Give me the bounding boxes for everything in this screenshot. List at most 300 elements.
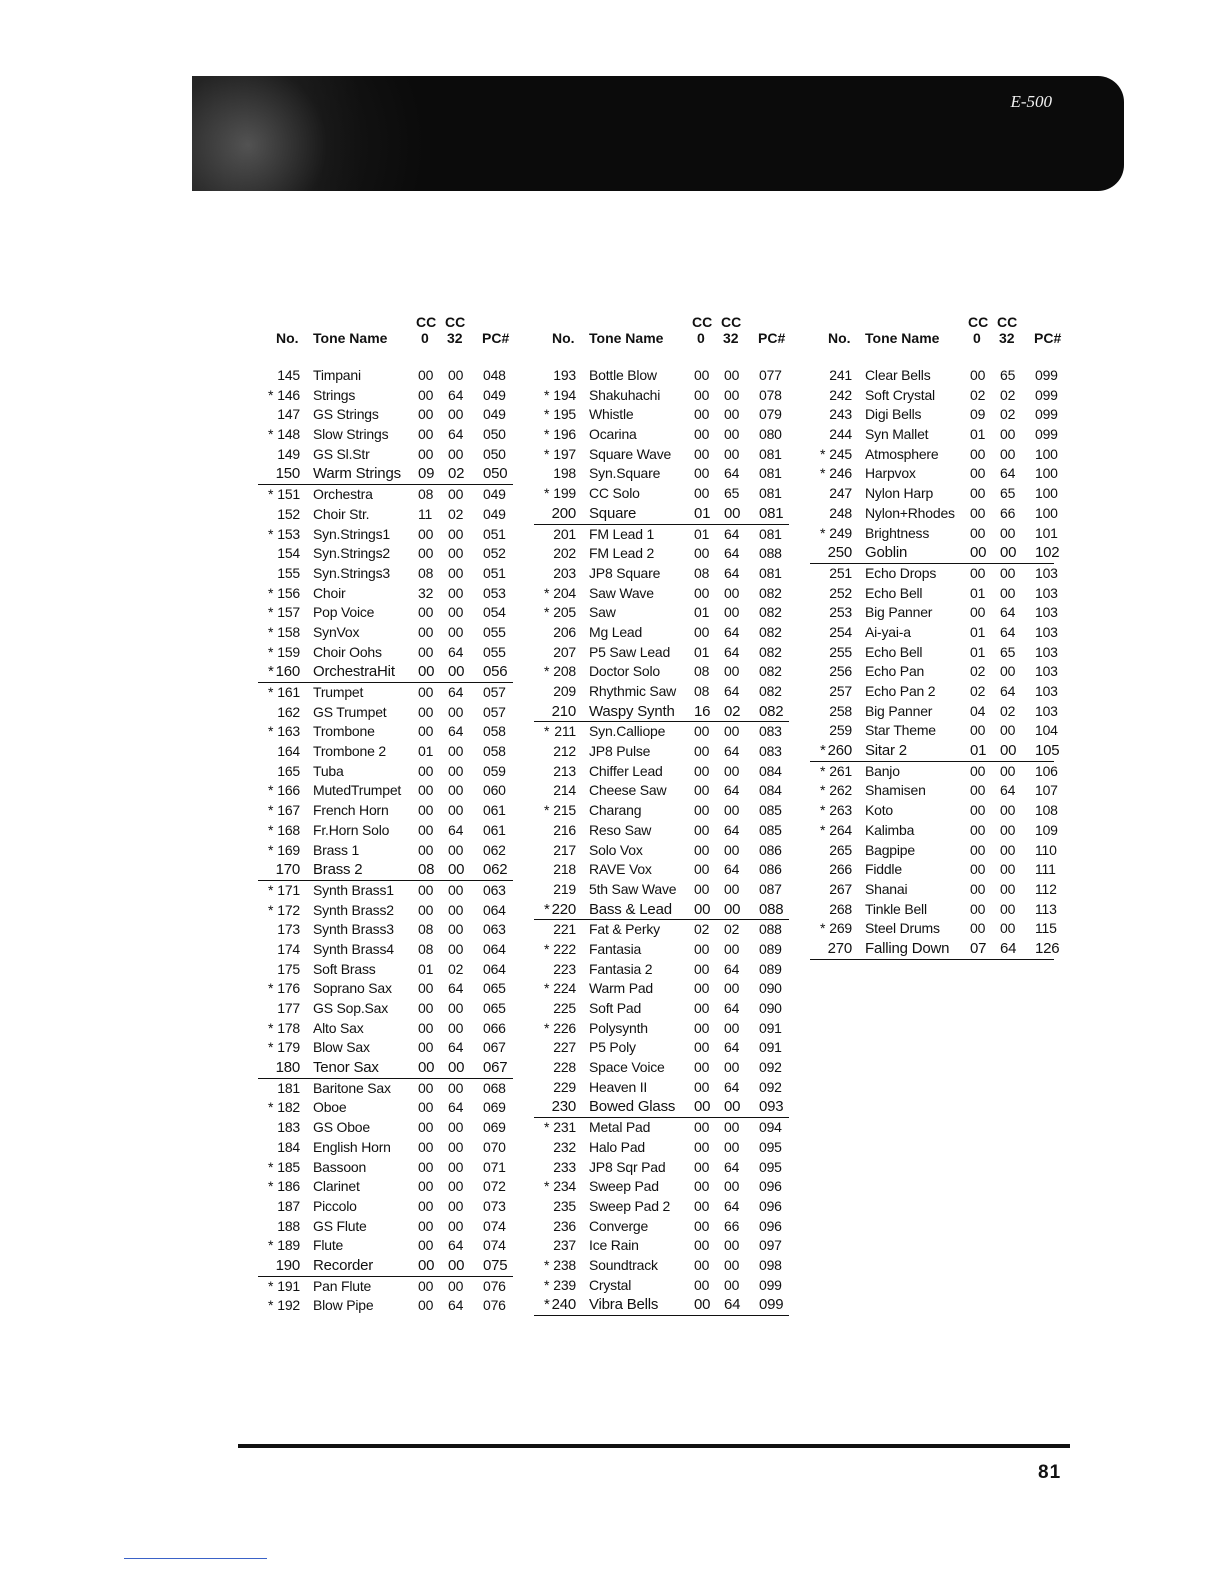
cc32-value: 00	[724, 980, 740, 997]
table-header	[534, 310, 789, 356]
table-row	[534, 722, 789, 742]
table-row	[534, 1236, 789, 1256]
tone-name: Goblin	[865, 544, 908, 562]
cc0-value: 00	[418, 841, 434, 858]
cc32-value: 64	[448, 386, 464, 403]
preset-marker: *	[544, 406, 550, 423]
cc0-value: 00	[970, 861, 986, 878]
table-row	[258, 1158, 513, 1178]
table-row	[534, 880, 789, 900]
cc0-value: 00	[418, 1059, 435, 1077]
pc-number: 074	[483, 1217, 506, 1234]
tone-number: 146	[277, 386, 300, 403]
cc0-value: 07	[970, 939, 987, 957]
table-row	[258, 742, 513, 762]
cc32-value: 00	[448, 762, 464, 779]
tone-name: Crystal	[589, 1276, 632, 1293]
cc32-value: 00	[724, 762, 740, 779]
tone-number: 207	[553, 643, 576, 660]
cc0-value: 00	[418, 1019, 434, 1036]
table-row	[534, 1078, 789, 1098]
cc32-value: 00	[448, 703, 464, 720]
cc0-value: 00	[418, 643, 434, 660]
header-pc: PC#	[1034, 330, 1062, 346]
cc0-value: 00	[418, 703, 434, 720]
preset-marker: *	[268, 782, 274, 799]
preset-marker: *	[820, 742, 826, 760]
header-cc-label: CC	[721, 314, 742, 330]
tone-number: 262	[829, 782, 852, 799]
tone-name: Mg Lead	[589, 623, 643, 640]
table-row	[534, 1118, 789, 1138]
table-row	[810, 662, 1058, 682]
tone-name: Brightness	[865, 524, 930, 541]
cc0-value: 00	[418, 684, 434, 700]
pc-number: 100	[1035, 485, 1058, 502]
tone-number: 263	[829, 802, 852, 819]
table-row	[258, 386, 513, 406]
cc0-value: 00	[970, 722, 986, 739]
tone-number: 164	[277, 743, 300, 760]
pc-number: 088	[759, 545, 782, 562]
pc-number: 065	[483, 980, 506, 997]
tone-number: 237	[553, 1237, 576, 1254]
preset-marker: *	[820, 821, 826, 838]
tone-number: 161	[277, 684, 300, 700]
tone-name: Syn Mallet	[865, 426, 929, 443]
pc-number: 103	[1035, 584, 1058, 601]
cc32-value: 00	[1000, 742, 1017, 760]
tone-name: GS Flute	[313, 1217, 367, 1234]
tone-number: 254	[829, 623, 852, 640]
table-row	[810, 939, 1060, 960]
tone-number: 259	[829, 722, 852, 739]
cc32-value: 00	[724, 663, 740, 680]
pc-number: 050	[483, 465, 508, 483]
cc0-value: 00	[694, 623, 710, 640]
tone-name: Nylon+Rhodes	[865, 504, 955, 521]
cc0-value: 01	[694, 604, 710, 621]
tone-number: 196	[553, 426, 576, 443]
table-row	[258, 1098, 513, 1118]
cc0-value: 00	[694, 1098, 711, 1116]
tone-name: Fat & Perky	[589, 921, 660, 938]
pc-number: 091	[759, 1039, 782, 1056]
table-row	[258, 1197, 513, 1217]
tone-number: 217	[553, 841, 576, 858]
cc0-value: 00	[418, 1237, 434, 1254]
header-cc32: 32	[447, 330, 463, 346]
cc32-value: 00	[1000, 802, 1016, 819]
tone-name: Trombone 2	[313, 743, 386, 760]
table-row	[534, 1138, 789, 1158]
table-row	[534, 702, 789, 723]
preset-marker: *	[268, 684, 274, 700]
pc-number: 063	[483, 921, 506, 938]
tone-name: Digi Bells	[865, 406, 922, 423]
cc32-value: 00	[724, 426, 740, 443]
pc-number: 101	[1035, 524, 1058, 541]
pc-number: 073	[483, 1197, 506, 1214]
tone-number: 208	[553, 663, 576, 680]
tone-number: 193	[553, 367, 576, 383]
table-row	[258, 683, 513, 703]
preset-marker: *	[544, 485, 550, 502]
tone-name: SynVox	[313, 623, 360, 640]
cc32-value: 64	[1000, 465, 1016, 482]
pc-number: 082	[759, 663, 782, 680]
table-row	[534, 900, 789, 921]
preset-marker: *	[268, 386, 274, 403]
tone-name: Bowed Glass	[589, 1098, 676, 1116]
preset-marker: *	[268, 802, 274, 819]
cc0-value: 00	[418, 881, 434, 898]
table-row	[534, 920, 789, 940]
pc-number: 090	[759, 980, 782, 997]
pc-number: 099	[1035, 386, 1058, 403]
tone-name: Oboe	[313, 1099, 347, 1116]
cc0-value: 00	[418, 802, 434, 819]
pc-number: 081	[759, 445, 782, 462]
cc32-value: 64	[1000, 623, 1016, 640]
pc-number: 058	[483, 743, 506, 760]
table-row	[258, 662, 513, 683]
cc0-value: 00	[418, 663, 435, 681]
cc0-value: 00	[418, 1197, 434, 1214]
tone-name: Flute	[313, 1237, 344, 1254]
pc-number: 067	[483, 1059, 508, 1077]
cc0-value: 00	[694, 821, 710, 838]
pc-number: 089	[759, 940, 782, 957]
tone-name: Clarinet	[313, 1178, 360, 1195]
preset-marker: *	[544, 584, 550, 601]
pc-number: 086	[759, 841, 782, 858]
cc32-value: 64	[1000, 939, 1017, 957]
cc32-value: 00	[448, 525, 464, 542]
tone-name: OrchestraHit	[313, 663, 395, 681]
cc0-value: 00	[694, 900, 711, 918]
tone-number: 186	[277, 1178, 300, 1195]
pc-number: 064	[483, 940, 506, 957]
cc0-value: 00	[694, 1296, 711, 1314]
cc0-value: 00	[694, 485, 710, 502]
tone-number: 167	[277, 802, 300, 819]
cc0-value: 00	[694, 1178, 710, 1195]
table-row	[810, 603, 1058, 623]
table-row	[258, 1277, 513, 1297]
tone-number: 221	[553, 921, 576, 938]
pc-number: 103	[1035, 643, 1058, 660]
tone-number: 268	[829, 900, 852, 917]
table-row	[534, 682, 789, 702]
cc32-value: 66	[1000, 504, 1016, 521]
cc32-value: 02	[448, 465, 465, 483]
pc-number: 069	[483, 1119, 506, 1136]
cc0-value: 00	[418, 1000, 434, 1016]
tone-name: JP8 Sqr Pad	[589, 1158, 666, 1175]
cc32-value: 64	[724, 782, 740, 799]
cc0-value: 00	[970, 880, 986, 897]
cc32-value: 00	[1000, 663, 1016, 680]
pc-number: 098	[759, 1256, 782, 1273]
cc0-value: 01	[694, 525, 710, 542]
header-no: No.	[828, 330, 851, 346]
tone-number: 199	[553, 485, 576, 502]
cc32-value: 00	[724, 1256, 740, 1273]
cc0-value: 01	[970, 623, 986, 640]
tone-name: Syn.Strings1	[313, 525, 390, 542]
cc32-value: 00	[448, 367, 464, 383]
pc-number: 099	[1035, 406, 1058, 423]
tone-name: Converge	[589, 1217, 649, 1234]
cc0-value: 00	[694, 445, 710, 462]
cc0-value: 00	[970, 821, 986, 838]
tone-number: 202	[553, 545, 576, 562]
cc0-value: 00	[418, 1138, 434, 1155]
tone-number: 230	[551, 1098, 576, 1116]
tone-name: Ocarina	[589, 426, 637, 443]
table-row	[258, 445, 513, 465]
tone-number: 239	[553, 1276, 576, 1293]
pc-number: 115	[1035, 920, 1057, 937]
cc0-value: 00	[418, 1256, 435, 1274]
cc32-value: 00	[448, 545, 464, 562]
tone-name: P5 Saw Lead	[589, 643, 671, 660]
cc32-value: 02	[1000, 386, 1016, 403]
table-row	[810, 643, 1058, 663]
preset-marker: *	[544, 1019, 550, 1036]
cc0-value: 00	[694, 584, 710, 601]
pc-number: 049	[483, 406, 506, 423]
table-row	[534, 584, 789, 604]
pc-number: 108	[1035, 802, 1058, 819]
table-row	[810, 504, 1058, 524]
preset-marker: *	[820, 762, 826, 779]
cc0-value: 00	[694, 406, 710, 423]
table-row	[258, 881, 513, 901]
pc-number: 057	[483, 684, 506, 700]
cc32-value: 00	[724, 367, 740, 383]
table-row	[258, 623, 513, 643]
preset-marker: *	[544, 604, 550, 621]
pc-number: 088	[759, 921, 782, 938]
cc32-value: 00	[448, 623, 464, 640]
cc32-value: 00	[448, 861, 465, 879]
preset-marker: *	[268, 663, 274, 681]
tone-number: 190	[275, 1256, 300, 1274]
table-row	[534, 662, 789, 682]
tone-number: 157	[277, 604, 300, 621]
tone-name: Chiffer Lead	[589, 762, 663, 779]
cc0-value: 00	[694, 960, 710, 977]
cc32-value: 64	[724, 525, 740, 542]
preset-marker: *	[544, 663, 550, 680]
tone-number: 192	[277, 1297, 300, 1314]
cc0-value: 00	[694, 762, 710, 779]
tone-name: Nylon Harp	[865, 485, 934, 502]
cc32-value: 00	[1000, 445, 1016, 462]
tone-number: 234	[553, 1178, 576, 1195]
tone-number: 223	[553, 960, 576, 977]
tone-number: 246	[829, 465, 852, 482]
pc-number: 049	[483, 386, 506, 403]
pc-number: 082	[759, 643, 782, 660]
tone-name: Slow Strings	[313, 426, 389, 443]
tone-number: 266	[829, 861, 852, 878]
cc32-value: 64	[724, 1197, 740, 1214]
tone-number: 168	[277, 821, 300, 838]
tone-name: FM Lead 2	[589, 545, 655, 562]
cc0-value: 00	[418, 623, 434, 640]
cc0-value: 01	[694, 643, 710, 660]
tone-name: Echo Bell	[865, 643, 923, 660]
table-row	[810, 425, 1058, 445]
tone-name: Choir Str.	[313, 505, 370, 522]
table-row	[258, 1058, 513, 1079]
tone-number: 225	[553, 1000, 576, 1016]
table-row	[534, 544, 789, 564]
table-row	[534, 1276, 789, 1296]
table-row	[534, 801, 789, 821]
table-header	[810, 310, 1062, 356]
tone-name: 5th Saw Wave	[589, 880, 677, 897]
cc32-value: 64	[448, 1297, 464, 1314]
table-row	[534, 781, 789, 801]
tone-number: 185	[277, 1158, 300, 1175]
cc0-value: 02	[970, 663, 986, 680]
cc0-value: 00	[418, 782, 434, 799]
cc32-value: 65	[1000, 643, 1016, 660]
pc-number: 082	[759, 584, 782, 601]
tone-name: Soprano Sax	[313, 980, 392, 997]
cc32-value: 00	[724, 604, 740, 621]
table-row	[258, 464, 513, 485]
tone-number: 264	[829, 821, 852, 838]
cc0-value: 00	[418, 1277, 434, 1294]
pc-number: 067	[483, 1039, 506, 1056]
tone-name: Echo Pan 2	[865, 683, 936, 699]
cc0-value: 00	[418, 1178, 434, 1195]
table-row	[258, 1177, 513, 1197]
pc-number: 056	[483, 663, 508, 681]
tone-number: 180	[275, 1059, 300, 1077]
cc32-value: 00	[724, 584, 740, 601]
cc32-value: 02	[1000, 702, 1016, 719]
tone-name: Syn.Strings2	[313, 545, 390, 562]
tone-name: Soft Brass	[313, 960, 376, 977]
cc32-value: 00	[448, 1277, 464, 1294]
cc0-value: 09	[970, 406, 986, 423]
cc32-value: 00	[448, 1217, 464, 1234]
tone-name: Piccolo	[313, 1197, 357, 1214]
cc0-value: 00	[694, 1039, 710, 1056]
tone-number: 158	[277, 623, 300, 640]
pc-number: 081	[759, 564, 782, 581]
cc0-value: 02	[970, 386, 986, 403]
pc-number: 090	[759, 1000, 782, 1016]
tone-name: Tinkle Bell	[865, 900, 927, 917]
cc0-value: 00	[970, 782, 986, 799]
tone-number: 242	[829, 386, 852, 403]
table-row	[258, 901, 513, 921]
pc-number: 063	[483, 881, 506, 898]
tone-name: Orchestra	[313, 486, 373, 503]
tone-name: Square	[589, 504, 637, 522]
cc32-value: 00	[1000, 564, 1016, 581]
preset-marker: *	[268, 1178, 274, 1195]
tone-number: 261	[829, 762, 852, 779]
table-row	[258, 505, 513, 525]
tone-number: 227	[553, 1039, 576, 1056]
header-tone-name: Tone Name	[589, 330, 664, 346]
tone-name: Synth Brass2	[313, 901, 394, 918]
tone-number: 152	[277, 505, 300, 522]
pc-number: 076	[483, 1297, 506, 1314]
cc0-value: 08	[694, 564, 710, 581]
pc-number: 059	[483, 762, 506, 779]
cc0-value: 00	[970, 802, 986, 819]
preset-marker: *	[544, 980, 550, 997]
tone-number: 171	[277, 881, 300, 898]
tone-name: Soundtrack	[589, 1256, 658, 1273]
cc0-value: 00	[694, 386, 710, 403]
cc32-value: 64	[1000, 782, 1016, 799]
table-row	[810, 682, 1058, 702]
table-row	[810, 702, 1058, 722]
pc-number: 060	[483, 782, 506, 799]
cc32-value: 00	[724, 386, 740, 403]
table-row	[810, 623, 1058, 643]
pc-number: 051	[483, 564, 506, 581]
pc-number: 077	[759, 367, 782, 383]
tone-number: 257	[829, 683, 852, 699]
tone-number: 154	[277, 545, 300, 562]
tone-name: Syn.Strings3	[313, 564, 390, 581]
table-body	[810, 366, 1060, 960]
tone-name: FM Lead 1	[589, 525, 655, 542]
table-row	[534, 821, 789, 841]
pc-number: 082	[759, 702, 784, 720]
cc0-value: 01	[970, 742, 987, 760]
pc-number: 054	[483, 604, 506, 621]
table-row	[534, 464, 789, 484]
pc-number: 069	[483, 1099, 506, 1116]
table-row	[534, 742, 789, 762]
table-row	[534, 860, 789, 880]
tone-number: 265	[829, 841, 852, 858]
pc-number: 112	[1035, 880, 1057, 897]
pc-number: 072	[483, 1178, 506, 1195]
tone-number: 240	[551, 1296, 576, 1314]
blue-rule	[124, 1558, 267, 1559]
pc-number: 099	[759, 1276, 782, 1293]
cc32-value: 64	[448, 1099, 464, 1116]
tone-number: 159	[277, 643, 300, 660]
table-row	[534, 484, 789, 504]
preset-marker: *	[544, 723, 550, 740]
cc32-value: 64	[724, 643, 740, 660]
preset-marker: *	[268, 1099, 274, 1116]
tone-name: Choir Oohs	[313, 643, 382, 660]
tone-number: 147	[277, 406, 300, 423]
cc0-value: 00	[694, 1119, 710, 1136]
tone-number: 205	[553, 604, 576, 621]
tone-name: Big Panner	[865, 702, 933, 719]
tone-name: Cheese Saw	[589, 782, 667, 799]
pc-number: 055	[483, 623, 506, 640]
header-no: No.	[276, 330, 299, 346]
tone-name: Fantasia	[589, 940, 642, 957]
